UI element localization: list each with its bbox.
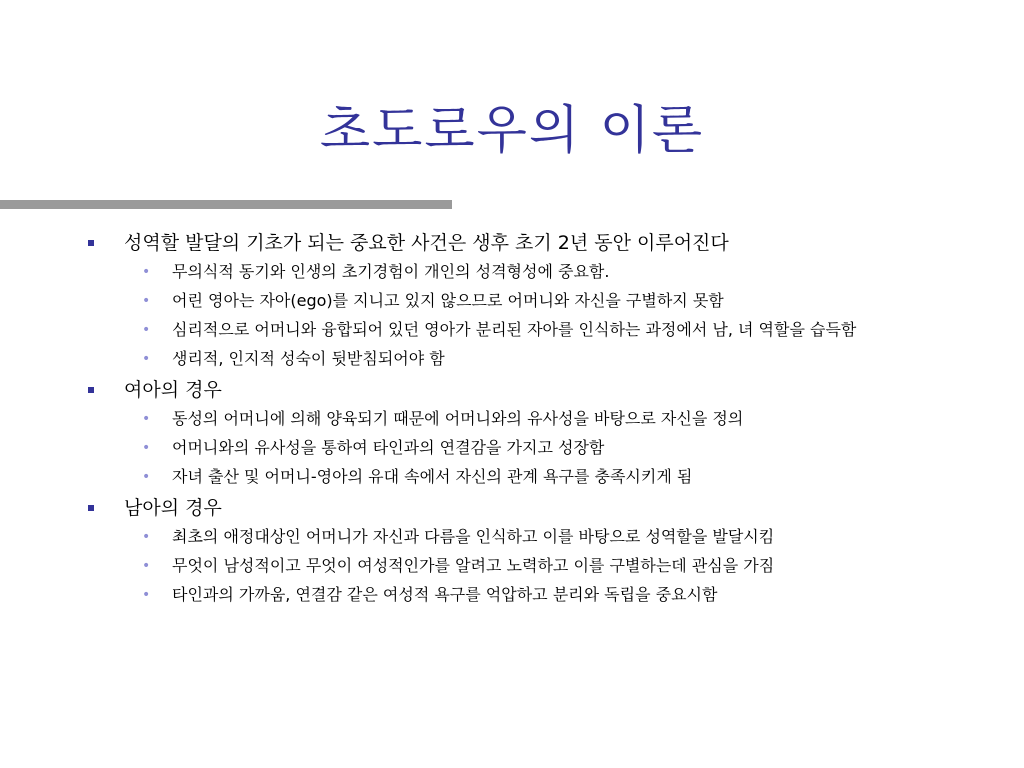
list-item — [86, 260, 946, 284]
dot-bullet-icon: • — [142, 587, 151, 603]
section-heading — [86, 494, 946, 522]
slide-body — [86, 226, 946, 612]
list-item — [86, 436, 946, 460]
section-heading-text: 여아의 경우 — [124, 379, 222, 401]
square-bullet-icon — [88, 387, 94, 393]
list-item-text: 자녀 출산 및 어머니-영아의 유대 속에서 자신의 관계 욕구를 충족시키게 됨 — [172, 467, 693, 486]
list-item-text: 최초의 애정대상인 어머니가 자신과 다름을 인식하고 이를 바탕으로 성역할을 발달시킴 — [172, 527, 775, 546]
section-heading — [86, 229, 946, 257]
list-item — [86, 289, 946, 313]
section-heading-text: 남아의 경우 — [124, 497, 222, 519]
list-item — [86, 554, 946, 578]
square-bullet-icon — [88, 505, 94, 511]
section-heading — [86, 376, 946, 404]
square-bullet-icon — [88, 240, 94, 246]
list-item-text: 심리적으로 어머니와 융합되어 있던 영아가 분리된 자아를 인식하는 과정에서 남, 녀 역할을 습득함 — [172, 320, 857, 339]
list-item-text: 무의식적 동기와 인생의 초기경험이 개인의 성격형성에 중요함. — [172, 262, 610, 281]
dot-bullet-icon: • — [142, 322, 151, 338]
dot-bullet-icon: • — [142, 469, 151, 485]
list-item-text: 동성의 어머니에 의해 양육되기 때문에 어머니와의 유사성을 바탕으로 자신을 정의 — [172, 409, 744, 428]
list-item — [86, 407, 946, 431]
dot-bullet-icon: • — [142, 440, 151, 456]
dot-bullet-icon: • — [142, 411, 151, 427]
list-item-text: 타인과의 가까움, 연결감 같은 여성적 욕구를 억압하고 분리와 독립을 중요시함 — [172, 585, 718, 604]
list-item-text: 어린 영아는 자아(ego)를 지니고 있지 않으므로 어머니와 자신을 구별하지 못함 — [172, 291, 724, 310]
list-item-text: 어머니와의 유사성을 통하여 타인과의 연결감을 가지고 성장함 — [172, 438, 605, 457]
dot-bullet-icon: • — [142, 529, 151, 545]
title-divider — [0, 200, 452, 209]
dot-bullet-icon: • — [142, 351, 151, 367]
list-item-text: 생리적, 인지적 성숙이 뒷받침되어야 함 — [172, 349, 445, 368]
list-item — [86, 318, 946, 342]
list-item — [86, 525, 946, 549]
slide-title: 초도로우의 이론 — [319, 101, 705, 161]
list-item — [86, 347, 946, 371]
list-item — [86, 465, 946, 489]
section-heading-text: 성역할 발달의 기초가 되는 중요한 사건은 생후 초기 2년 동안 이루어진다 — [124, 232, 729, 254]
dot-bullet-icon: • — [142, 264, 151, 280]
list-item-text: 무엇이 남성적이고 무엇이 여성적인가를 알려고 노력하고 이를 구별하는데 관심을 가짐 — [172, 556, 775, 575]
list-item — [86, 583, 946, 607]
dot-bullet-icon: • — [142, 558, 151, 574]
dot-bullet-icon: • — [142, 293, 151, 309]
